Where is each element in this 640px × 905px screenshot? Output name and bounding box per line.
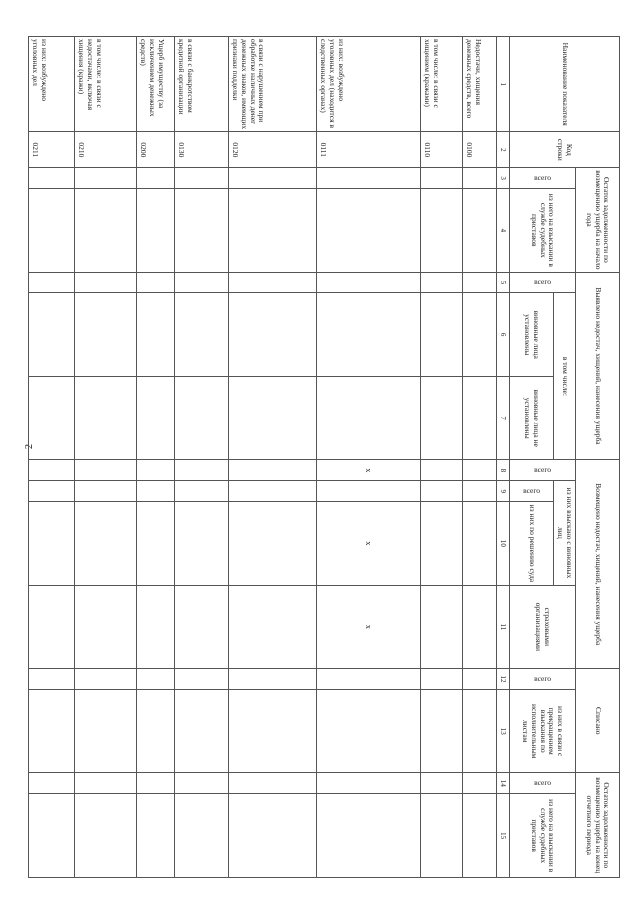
table-cell — [228, 376, 316, 459]
page-number: 2 — [24, 444, 35, 449]
table-cell — [28, 669, 74, 690]
table-row — [420, 37, 462, 878]
table-cell — [420, 460, 462, 481]
table-cell — [420, 669, 462, 690]
table-cell — [74, 669, 136, 690]
row-code: 0100 — [462, 132, 496, 168]
table-cell — [420, 272, 462, 293]
report-table — [28, 36, 620, 878]
header-revealed-persons-unknown: виновные лица не установлены — [509, 376, 553, 459]
column-number: 8 — [496, 460, 509, 481]
table-cell — [316, 669, 420, 690]
table-cell — [136, 189, 174, 273]
table-row — [74, 37, 136, 878]
row-code: 0130 — [174, 132, 228, 168]
table-cell — [462, 502, 496, 585]
table-row — [316, 37, 420, 878]
column-number: 10 — [496, 502, 509, 585]
column-number: 7 — [496, 376, 509, 459]
table-cell — [136, 481, 174, 502]
table-cell — [74, 773, 136, 794]
table-cell — [28, 689, 74, 773]
table-cell — [136, 272, 174, 293]
header-compensated-from-guilty: из них взыскано с виновных лиц — [553, 481, 575, 585]
table-cell — [174, 502, 228, 585]
header-compensated-from-guilty-total: всего — [509, 481, 553, 502]
table-cell: x — [316, 585, 420, 668]
header-compensated-court: из них по решению суда — [509, 502, 553, 585]
table-cell — [228, 689, 316, 773]
table-cell — [74, 376, 136, 459]
table-cell — [420, 376, 462, 459]
row-code: 0120 — [228, 132, 316, 168]
table-cell — [136, 293, 174, 376]
table-cell — [228, 272, 316, 293]
row-code: 0110 — [420, 132, 462, 168]
table-body — [28, 37, 496, 878]
column-number: 12 — [496, 669, 509, 690]
table-row — [462, 37, 496, 878]
table-cell — [420, 168, 462, 189]
table-cell — [462, 773, 496, 794]
header-balance-start-bailiffs: из него на взыскании в службе судебных приставов — [509, 189, 575, 273]
header-compensated-total: всего — [509, 460, 575, 481]
table-cell — [74, 794, 136, 878]
table-cell — [228, 189, 316, 273]
table-cell — [28, 272, 74, 293]
table-cell — [420, 481, 462, 502]
row-code: 0200 — [136, 132, 174, 168]
header-written-off: Списано — [576, 669, 620, 773]
table-cell — [174, 794, 228, 878]
table-cell — [74, 189, 136, 273]
table-cell — [174, 272, 228, 293]
table-cell — [420, 585, 462, 668]
table-cell — [316, 272, 420, 293]
table-cell — [316, 773, 420, 794]
row-name: в связи с банкротством кредитной организации — [174, 37, 228, 132]
table-cell — [28, 585, 74, 668]
table-cell — [74, 481, 136, 502]
table-cell — [228, 502, 316, 585]
table-cell — [420, 773, 462, 794]
table-cell: x — [316, 502, 420, 585]
table-cell — [228, 669, 316, 690]
row-name: Недостачи, хищения денежных средств, всего — [462, 37, 496, 132]
table-cell — [74, 585, 136, 668]
table-cell — [136, 168, 174, 189]
table-cell — [28, 794, 74, 878]
table-cell — [462, 689, 496, 773]
table-cell — [462, 481, 496, 502]
table-cell — [136, 689, 174, 773]
table-cell — [174, 585, 228, 668]
table-cell — [136, 794, 174, 878]
table-cell — [28, 460, 74, 481]
table-cell — [462, 585, 496, 668]
table-row — [28, 37, 74, 878]
table-row — [228, 37, 316, 878]
table-cell — [74, 168, 136, 189]
table-cell — [136, 502, 174, 585]
table-cell — [28, 481, 74, 502]
table-cell — [74, 689, 136, 773]
table-cell — [74, 272, 136, 293]
row-code: 0111 — [316, 132, 420, 168]
table-cell — [316, 794, 420, 878]
column-number: 11 — [496, 585, 509, 668]
table-cell — [420, 689, 462, 773]
table-cell — [174, 481, 228, 502]
header-code: Код строки — [509, 132, 619, 168]
table-cell — [174, 689, 228, 773]
header-revealed: Выявлено недостач, хищений, нанесения ущерба — [576, 272, 620, 460]
table-cell — [28, 376, 74, 459]
table-cell — [462, 293, 496, 376]
report-table-sheet — [31, 36, 620, 878]
table-cell — [420, 794, 462, 878]
table-cell — [74, 293, 136, 376]
table-cell — [28, 773, 74, 794]
table-cell — [316, 481, 420, 502]
table-row — [136, 37, 174, 878]
header-revealed-persons-known: виновные лица установлены — [509, 293, 553, 376]
table-cell — [136, 460, 174, 481]
table-cell — [174, 293, 228, 376]
header-compensated-insurance: страховыми организациями — [509, 585, 575, 668]
table-cell — [174, 669, 228, 690]
column-number: 13 — [496, 689, 509, 773]
table-cell — [174, 773, 228, 794]
column-number: 15 — [496, 794, 509, 878]
row-code: 0211 — [28, 132, 74, 168]
row-name: из них: возбуждено уголовных дел (находится в следственных органах) — [316, 37, 420, 132]
row-name: в том числе: в связи с хищением (кражами) — [420, 37, 462, 132]
row-name: в том числе: в связи с недостачами, включая хищения (кражи) — [74, 37, 136, 132]
table-cell — [228, 773, 316, 794]
table-cell — [28, 293, 74, 376]
table-cell — [316, 168, 420, 189]
table-cell — [174, 168, 228, 189]
header-balance-end-bailiffs: из него на взыскании в службе судебных приставов — [509, 794, 575, 878]
row-name: в связи с нарушением при обработке наличных денег денежных знаков, имеющих признаки подделки — [228, 37, 316, 132]
header-written-off-total: всего — [509, 669, 575, 690]
table-cell — [462, 189, 496, 273]
header-balance-start: Остаток задолженности по возмещению ущерба на начало года — [576, 168, 620, 272]
row-code: 0210 — [74, 132, 136, 168]
table-cell — [462, 460, 496, 481]
table-cell — [462, 376, 496, 459]
table-cell — [28, 168, 74, 189]
table-cell — [28, 502, 74, 585]
header-revealed-total: всего — [509, 272, 575, 293]
table-cell — [316, 189, 420, 273]
table-cell — [174, 376, 228, 459]
header-balance-start-total: всего — [509, 168, 575, 189]
table-cell — [228, 168, 316, 189]
table-cell — [316, 689, 420, 773]
table-row — [174, 37, 228, 878]
header-revealed-incl: в том числе: — [553, 293, 575, 460]
table-cell — [462, 168, 496, 189]
table-cell — [174, 460, 228, 481]
table-cell — [74, 502, 136, 585]
table-cell — [420, 293, 462, 376]
column-number: 5 — [496, 272, 509, 293]
table-cell — [174, 189, 228, 273]
header-balance-end: Остаток задолженности по возмещению ущерба на конец отчетного периода — [576, 773, 620, 878]
table-cell — [420, 189, 462, 273]
column-number: 9 — [496, 481, 509, 502]
table-cell — [136, 585, 174, 668]
table-cell — [462, 669, 496, 690]
table-cell — [316, 293, 420, 376]
table-cell — [316, 376, 420, 459]
header-written-off-terminated: из них в связи с прекращением взыскания по исполнительным листам — [509, 689, 575, 773]
table-cell — [28, 189, 74, 273]
column-number: 1 — [496, 37, 509, 132]
table-cell: x — [316, 460, 420, 481]
table-cell — [228, 585, 316, 668]
row-name: Ущерб имуществу (за исключением денежных средств) — [136, 37, 174, 132]
header-compensated: Возмещено недостач, хищений, нанесения ущерба — [576, 460, 620, 669]
header-name: Наименование показателя — [509, 37, 619, 132]
table-cell — [136, 376, 174, 459]
table-cell — [136, 669, 174, 690]
table-cell — [462, 794, 496, 878]
column-number: 2 — [496, 132, 509, 168]
column-number: 3 — [496, 168, 509, 189]
table-cell — [228, 481, 316, 502]
table-cell — [74, 460, 136, 481]
table-cell — [228, 293, 316, 376]
table-cell — [420, 502, 462, 585]
column-number: 4 — [496, 189, 509, 273]
table-cell — [228, 794, 316, 878]
table-cell — [462, 272, 496, 293]
column-number: 14 — [496, 773, 509, 794]
header-balance-end-total: всего — [509, 773, 575, 794]
table-cell — [136, 773, 174, 794]
column-number: 6 — [496, 293, 509, 376]
row-name: из них: возбуждено уголовных дел — [28, 37, 74, 132]
table-cell — [228, 460, 316, 481]
